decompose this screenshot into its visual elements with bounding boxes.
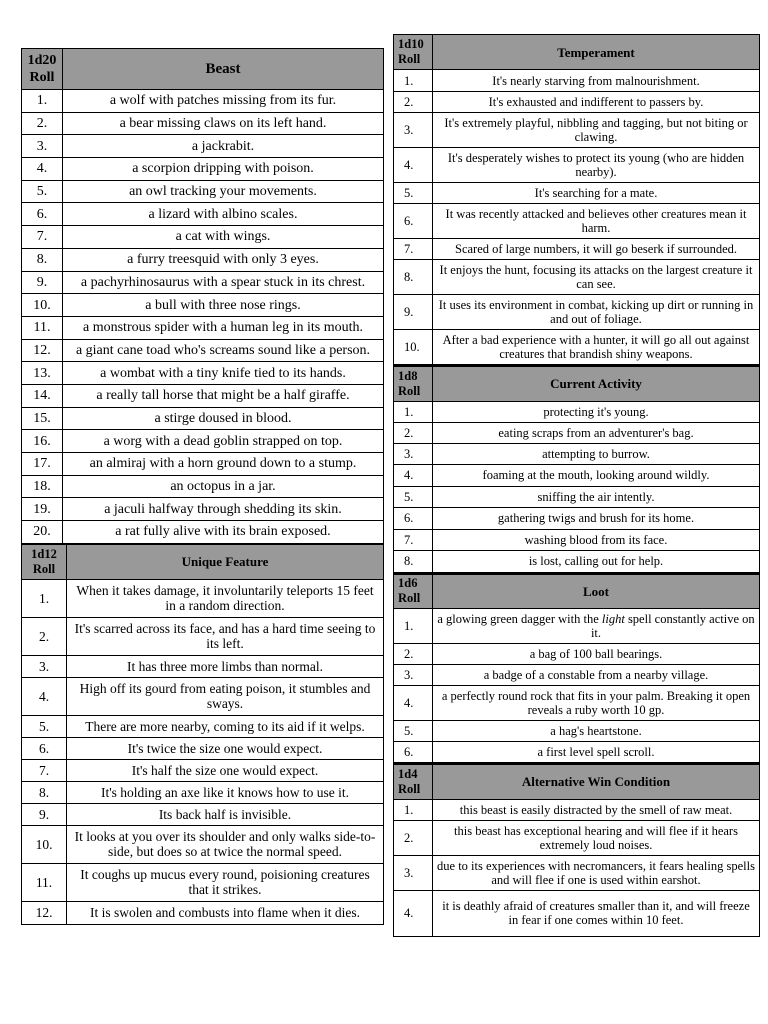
roll-label: Roll xyxy=(29,70,55,85)
roll-result: is lost, calling out for help. xyxy=(433,550,760,572)
roll-number: 10. xyxy=(22,825,67,863)
roll-label: Roll xyxy=(398,52,421,66)
table-row xyxy=(22,203,384,226)
table-row xyxy=(22,737,384,759)
roll-number: 9. xyxy=(22,271,63,294)
table-row xyxy=(22,339,384,362)
roll-number: 13. xyxy=(22,362,63,385)
temperament-table xyxy=(393,34,760,365)
loot-header-row xyxy=(394,574,760,609)
feature-title-header: Unique Feature xyxy=(67,544,384,579)
table-row xyxy=(394,550,760,572)
table-row xyxy=(22,901,384,924)
roll-number: 4. xyxy=(22,158,63,181)
table-row xyxy=(394,422,760,443)
roll-number: 8. xyxy=(394,260,433,295)
roll-die-label: 1d8 xyxy=(398,368,418,383)
temperament-roll-header xyxy=(394,35,433,70)
table-row xyxy=(394,529,760,550)
roll-number: 9. xyxy=(394,295,433,330)
table-row xyxy=(394,609,760,644)
roll-number: 16. xyxy=(22,430,63,453)
roll-number: 4. xyxy=(394,890,433,936)
roll-number: 7. xyxy=(394,239,433,260)
roll-result: sniffing the air intently. xyxy=(433,486,760,507)
roll-number: 1. xyxy=(394,401,433,422)
roll-number: 5. xyxy=(394,486,433,507)
wincondition-header-row xyxy=(394,764,760,799)
roll-number: 10. xyxy=(394,330,433,365)
loot-table xyxy=(393,573,760,764)
table-row xyxy=(22,863,384,901)
roll-result: It's half the size one would expect. xyxy=(67,759,384,781)
table-row xyxy=(22,226,384,249)
table-row xyxy=(394,464,760,486)
roll-number: 12. xyxy=(22,901,67,924)
table-row xyxy=(22,271,384,294)
roll-result: a lizard with albino scales. xyxy=(63,203,384,226)
roll-number: 20. xyxy=(22,521,63,544)
roll-number: 2. xyxy=(394,92,433,113)
temperament-title-header: Temperament xyxy=(433,35,760,70)
roll-result: a cat with wings. xyxy=(63,226,384,249)
result-text-start: a glowing green dagger with the xyxy=(437,612,602,626)
table-row xyxy=(394,443,760,464)
table-row xyxy=(22,759,384,781)
roll-number: 17. xyxy=(22,453,63,476)
roll-result: It enjoys the hunt, focusing its attacks on the largest creature it can see. xyxy=(433,260,760,295)
roll-number: 1. xyxy=(394,799,433,820)
table-row xyxy=(22,316,384,339)
roll-number: 7. xyxy=(22,226,63,249)
roll-result: protecting it's young. xyxy=(433,401,760,422)
feature-roll-header xyxy=(22,544,67,579)
current-activity-table xyxy=(393,365,760,573)
roll-number: 11. xyxy=(22,316,63,339)
roll-number: 8. xyxy=(394,550,433,572)
temperament-rows xyxy=(394,70,760,365)
table-row xyxy=(22,825,384,863)
roll-result: it is deathly afraid of creatures smaller than it, and will freeze in fear if one comes within 10 feet. xyxy=(433,890,760,936)
roll-number: 2. xyxy=(394,422,433,443)
table-row xyxy=(22,248,384,271)
beast-rows xyxy=(22,90,384,544)
table-row xyxy=(394,239,760,260)
roll-result: Scared of large numbers, it will go beserk if surrounded. xyxy=(433,239,760,260)
roll-result: It uses its environment in combat, kicking up dirt or running in and out of foliage. xyxy=(433,295,760,330)
roll-number: 5. xyxy=(22,715,67,737)
table-row xyxy=(22,294,384,317)
loot-title-header: Loot xyxy=(433,574,760,609)
table-row xyxy=(394,486,760,507)
roll-label: Roll xyxy=(32,561,56,576)
table-row xyxy=(22,453,384,476)
table-row xyxy=(394,260,760,295)
roll-number: 7. xyxy=(394,529,433,550)
table-row xyxy=(394,742,760,763)
roll-number: 4. xyxy=(22,677,67,715)
wincondition-roll-header xyxy=(394,764,433,799)
roll-result: It's searching for a mate. xyxy=(433,183,760,204)
roll-die-label: 1d10 xyxy=(398,37,424,51)
table-row xyxy=(394,183,760,204)
table-row xyxy=(394,855,760,890)
table-row xyxy=(394,70,760,92)
table-row xyxy=(22,112,384,135)
table-row xyxy=(394,148,760,183)
wincondition-rows xyxy=(394,799,760,936)
roll-number: 8. xyxy=(22,781,67,803)
activity-rows xyxy=(394,401,760,572)
table-row xyxy=(22,715,384,737)
roll-number: 15. xyxy=(22,407,63,430)
roll-number: 2. xyxy=(394,820,433,855)
alternative-win-condition-table xyxy=(393,763,760,937)
table-row xyxy=(394,644,760,665)
roll-result: a hag's heartstone. xyxy=(433,721,760,742)
roll-result: a really tall horse that might be a half giraffe. xyxy=(63,384,384,407)
roll-die-label: 1d4 xyxy=(398,766,418,781)
roll-result: It's exhausted and indifferent to passers by. xyxy=(433,92,760,113)
roll-number: 6. xyxy=(394,204,433,239)
roll-result: foaming at the mouth, looking around wildly. xyxy=(433,464,760,486)
table-row xyxy=(394,295,760,330)
roll-result: eating scraps from an adventurer's bag. xyxy=(433,422,760,443)
roll-result: a monstrous spider with a human leg in its mouth. xyxy=(63,316,384,339)
feature-header-row xyxy=(22,544,384,579)
roll-result: It coughs up mucus every round, poisioning creatures that it strikes. xyxy=(67,863,384,901)
loot-rows xyxy=(394,609,760,644)
table-row xyxy=(22,430,384,453)
roll-result: this beast has exceptional hearing and will flee if it hears extremely loud noises. xyxy=(433,820,760,855)
table-row xyxy=(394,820,760,855)
roll-die-label: 1d20 xyxy=(27,53,57,68)
roll-number: 10. xyxy=(22,294,63,317)
roll-result: gathering twigs and brush for its home. xyxy=(433,507,760,529)
roll-result xyxy=(433,609,760,644)
roll-result: due to its experiences with necromancers, it fears healing spells and will flee if one is used within earshot. xyxy=(433,855,760,890)
table-row xyxy=(394,507,760,529)
roll-number: 4. xyxy=(394,148,433,183)
roll-die-label: 1d6 xyxy=(398,576,418,591)
roll-result: It's scarred across its face, and has a hard time seeing to its left. xyxy=(67,617,384,655)
table-row xyxy=(22,475,384,498)
table-row xyxy=(394,799,760,820)
roll-number: 5. xyxy=(22,180,63,203)
roll-result: Its back half is invisible. xyxy=(67,803,384,825)
roll-result: an almiraj with a horn ground down to a stump. xyxy=(63,453,384,476)
roll-result: a furry treesquid with only 3 eyes. xyxy=(63,248,384,271)
roll-result: It looks at you over its shoulder and only walks side-to-side, but does so at twice the normal speed. xyxy=(67,825,384,863)
roll-number: 5. xyxy=(394,721,433,742)
roll-number: 3. xyxy=(22,135,63,158)
roll-result: an owl tracking your movements. xyxy=(63,180,384,203)
table-row xyxy=(22,135,384,158)
roll-number: 18. xyxy=(22,475,63,498)
temperament-header-row xyxy=(394,35,760,70)
activity-header-row xyxy=(394,366,760,401)
roll-result: a giant cane toad who's screams sound like a person. xyxy=(63,339,384,362)
roll-number: 1. xyxy=(394,70,433,92)
table-row xyxy=(22,781,384,803)
loot-rows-rest xyxy=(394,644,760,763)
right-column xyxy=(393,34,760,937)
wincondition-title-header: Alternative Win Condition xyxy=(433,764,760,799)
roll-number: 3. xyxy=(22,655,67,677)
roll-number: 8. xyxy=(22,248,63,271)
roll-number: 3. xyxy=(394,665,433,686)
loot-roll-header xyxy=(394,574,433,609)
roll-number: 3. xyxy=(394,855,433,890)
table-row xyxy=(22,158,384,181)
roll-number: 6. xyxy=(22,737,67,759)
roll-number: 3. xyxy=(394,443,433,464)
roll-number: 14. xyxy=(22,384,63,407)
roll-result: a first level spell scroll. xyxy=(433,742,760,763)
table-row xyxy=(394,401,760,422)
table-row xyxy=(22,579,384,617)
table-row xyxy=(22,384,384,407)
roll-die-label: 1d12 xyxy=(31,546,57,561)
table-row xyxy=(22,521,384,544)
roll-result: There are more nearby, coming to its aid if it welps. xyxy=(67,715,384,737)
roll-number: 19. xyxy=(22,498,63,521)
table-row xyxy=(22,180,384,203)
table-row xyxy=(22,677,384,715)
roll-result: a pachyrhinosaurus with a spear stuck in its chrest. xyxy=(63,271,384,294)
roll-result: It's holding an axe like it knows how to use it. xyxy=(67,781,384,803)
roll-result: It's twice the size one would expect. xyxy=(67,737,384,759)
roll-result: a perfectly round rock that fits in your palm. Breaking it open reveals a ruby worth 10 gp. xyxy=(433,686,760,721)
roll-result: a jackrabit. xyxy=(63,135,384,158)
roll-result: a scorpion dripping with poison. xyxy=(63,158,384,181)
table-row xyxy=(22,803,384,825)
roll-result: a worg with a dead goblin strapped on top. xyxy=(63,430,384,453)
result-text-end: spell constantly active on it. xyxy=(590,612,755,640)
roll-number: 1. xyxy=(22,579,67,617)
table-row xyxy=(394,330,760,365)
roll-result: this beast is easily distracted by the smell of raw meat. xyxy=(433,799,760,820)
beast-table xyxy=(21,48,384,544)
beast-roll-header xyxy=(22,49,63,90)
roll-result: a wombat with a tiny knife tied to its hands. xyxy=(63,362,384,385)
roll-result: After a bad experience with a hunter, it will go all out against creatures that brandish shiny weapons. xyxy=(433,330,760,365)
spell-name: light xyxy=(601,612,625,626)
table-row xyxy=(22,407,384,430)
roll-result: a jaculi halfway through shedding its skin. xyxy=(63,498,384,521)
table-row xyxy=(22,90,384,113)
table-row xyxy=(394,92,760,113)
roll-number: 3. xyxy=(394,113,433,148)
table-row xyxy=(22,655,384,677)
table-row xyxy=(394,665,760,686)
activity-roll-header xyxy=(394,366,433,401)
table-row xyxy=(394,113,760,148)
roll-label: Roll xyxy=(398,781,421,796)
roll-number: 2. xyxy=(22,112,63,135)
roll-label: Roll xyxy=(398,383,421,398)
roll-number: 12. xyxy=(22,339,63,362)
roll-result: a bear missing claws on its left hand. xyxy=(63,112,384,135)
roll-result: It's extremely playful, nibbling and tagging, but not biting or clawing. xyxy=(433,113,760,148)
roll-result: a stirge doused in blood. xyxy=(63,407,384,430)
roll-number: 6. xyxy=(22,203,63,226)
beast-header-row xyxy=(22,49,384,90)
roll-result: an octopus in a jar. xyxy=(63,475,384,498)
roll-number: 7. xyxy=(22,759,67,781)
roll-number: 2. xyxy=(394,644,433,665)
roll-result: It has three more limbs than normal. xyxy=(67,655,384,677)
roll-number: 4. xyxy=(394,686,433,721)
roll-number: 2. xyxy=(22,617,67,655)
roll-number: 5. xyxy=(394,183,433,204)
left-column xyxy=(21,48,384,925)
roll-result: When it takes damage, it involuntarily teleports 15 feet in a random direction. xyxy=(67,579,384,617)
roll-result: attempting to burrow. xyxy=(433,443,760,464)
feature-rows xyxy=(22,579,384,924)
roll-result: a rat fully alive with its brain exposed. xyxy=(63,521,384,544)
beast-title-header: Beast xyxy=(63,49,384,90)
roll-result: High off its gourd from eating poison, it stumbles and sways. xyxy=(67,677,384,715)
table-row xyxy=(394,204,760,239)
roll-number: 9. xyxy=(22,803,67,825)
table-row xyxy=(394,890,760,936)
roll-result: It's desperately wishes to protect its young (who are hidden nearby). xyxy=(433,148,760,183)
roll-result: a bag of 100 ball bearings. xyxy=(433,644,760,665)
table-row xyxy=(22,617,384,655)
roll-result: It's nearly starving from malnourishment. xyxy=(433,70,760,92)
roll-result: It is swolen and combusts into flame when it dies. xyxy=(67,901,384,924)
roll-number: 11. xyxy=(22,863,67,901)
roll-number: 6. xyxy=(394,507,433,529)
roll-number: 4. xyxy=(394,464,433,486)
table-row xyxy=(394,686,760,721)
table-row xyxy=(22,498,384,521)
roll-number: 1. xyxy=(22,90,63,113)
table-row xyxy=(394,721,760,742)
roll-number: 1. xyxy=(394,609,433,644)
roll-result: a bull with three nose rings. xyxy=(63,294,384,317)
table-row xyxy=(22,362,384,385)
roll-result: a badge of a constable from a nearby village. xyxy=(433,665,760,686)
roll-result: a wolf with patches missing from its fur. xyxy=(63,90,384,113)
roll-result: It was recently attacked and believes other creatures mean it harm. xyxy=(433,204,760,239)
roll-result: washing blood from its face. xyxy=(433,529,760,550)
activity-title-header: Current Activity xyxy=(433,366,760,401)
unique-feature-table xyxy=(21,544,384,925)
roll-number: 6. xyxy=(394,742,433,763)
roll-label: Roll xyxy=(398,591,421,606)
